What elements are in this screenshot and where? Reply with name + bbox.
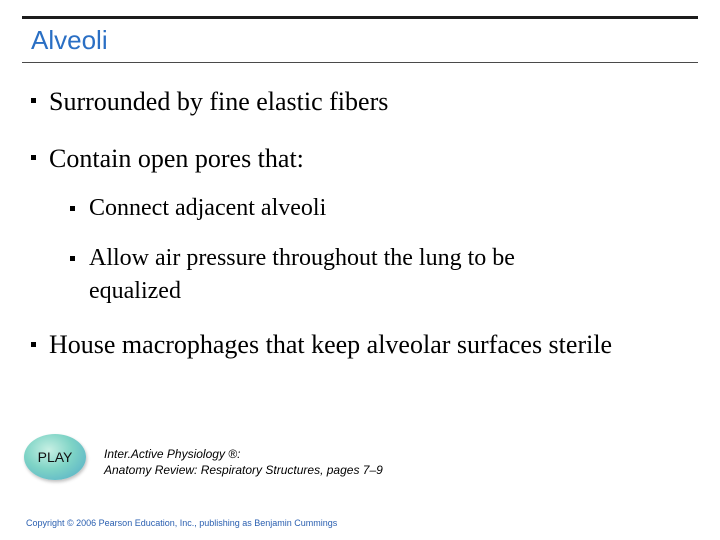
play-button-label: PLAY [37, 449, 73, 465]
sub-bullet-text: Connect adjacent alveoli [89, 195, 327, 221]
sub-bullet-marker [70, 206, 75, 211]
copyright-footer: Copyright © 2006 Pearson Education, Inc., publishing as Benjamin Cummings [26, 518, 338, 528]
media-subtitle: Anatomy Review: Respiratory Structures, pages 7–9 [104, 463, 383, 477]
bullet-text: House macrophages that keep alveolar surfaces sterile [49, 330, 613, 359]
bullet-text: Contain open pores that: [49, 144, 304, 173]
top-rule [22, 16, 698, 19]
bullet-marker [31, 342, 36, 347]
media-title: Inter.Active Physiology ®: [104, 447, 241, 461]
bullet-marker [31, 155, 36, 160]
play-button[interactable] [24, 434, 86, 480]
title-divider [22, 62, 698, 63]
sub-bullet-text: Allow air pressure throughout the lung to be equalized [89, 245, 515, 304]
bullet-marker [31, 98, 36, 103]
slide-title: Alveoli [31, 25, 108, 55]
bullet-text: Surrounded by fine elastic fibers [49, 87, 389, 116]
sub-bullet-marker [70, 256, 75, 261]
